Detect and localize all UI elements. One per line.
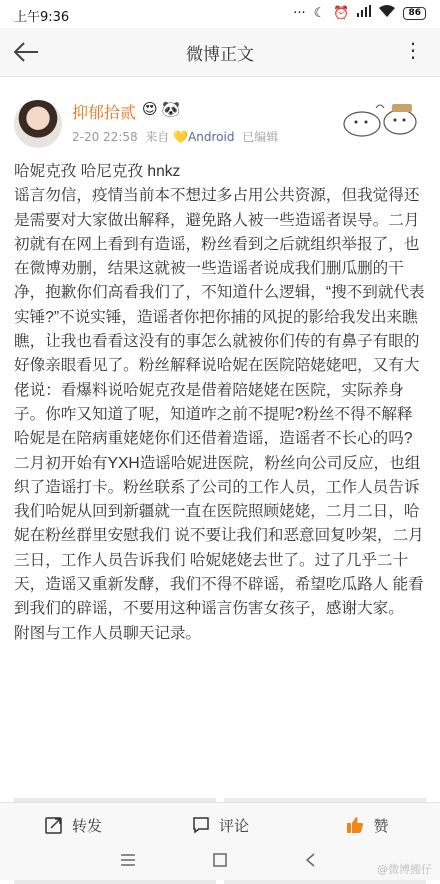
back-icon[interactable] xyxy=(303,852,319,868)
panda-badge-icon: 🐼 xyxy=(161,100,181,118)
edited-label[interactable]: 已编辑 xyxy=(242,130,279,144)
post-tags: 哈妮克孜 哈尼克孜 hnkz xyxy=(14,163,181,180)
status-icons xyxy=(293,5,426,21)
post-paragraph: 附图与工作人员聊天记录。 xyxy=(14,624,202,642)
cartoon-sticker xyxy=(332,96,428,140)
more-options-icon[interactable]: ⋮ xyxy=(403,38,424,62)
alarm-icon: ⏰ xyxy=(333,5,350,21)
post-content xyxy=(14,160,426,646)
like-label: 赞 xyxy=(373,816,389,835)
comment-button[interactable] xyxy=(147,803,293,847)
comment-icon xyxy=(191,815,211,835)
like-button[interactable] xyxy=(294,803,440,847)
page-title: 微博正文 xyxy=(186,45,254,65)
status-bar xyxy=(0,0,440,28)
heart-icon: 💛 xyxy=(173,130,189,144)
post-date: 2-20 22:58 xyxy=(72,130,138,144)
battery-icon: 86 xyxy=(403,7,426,20)
repost-label: 转发 xyxy=(71,816,102,835)
nav-bar xyxy=(0,28,440,77)
system-nav-bar xyxy=(0,846,440,880)
moon-icon: ☾ xyxy=(313,5,326,21)
vip-badge-icon: 😍 xyxy=(142,100,158,118)
menu-icon[interactable] xyxy=(120,852,136,868)
repost-button[interactable] xyxy=(0,803,146,847)
post-source[interactable]: Android xyxy=(188,130,235,144)
avatar[interactable] xyxy=(14,100,62,148)
comment-label: 评论 xyxy=(218,816,249,835)
repost-icon xyxy=(44,815,64,835)
signal-icon xyxy=(357,5,371,21)
username[interactable]: 抑郁拾贰 xyxy=(72,105,137,122)
home-icon[interactable] xyxy=(212,852,228,868)
wifi-icon xyxy=(379,5,395,21)
thumbs-up-icon xyxy=(345,815,365,835)
post-paragraph: 谣言勿信，疫情当前本不想过多占用公共资源，但我觉得还是需要对大家做出解释，避免路人被一些造谣者误导。二月初就有在网上看到有造谣，粉丝看到之后就组织举报了，也在微博劝删，结果这就被一些造谣者说成我们删瓜删的干净，抱歉你们高看我们了，不知道什么逻辑，“搜不到就代表实锤?”不说实锤，造谣者你把你捕的风捉的影给我发出来瞧瞧，让我也看看这没有的事怎么就被你们传的有鼻子有眼的好像亲眼看见了。粉丝解释说哈妮在医院陪姥姥吧，又有大佬说：看爆料说哈妮克孜是借着陪姥姥在医院，实际养身子。你咋又知道了呢，知道咋之前不提呢?粉丝不得不解释哈妮是在陪病重姥姥你们还借着造谣，造谣者不长心的吗? xyxy=(14,187,425,448)
more-dots-icon: ··· xyxy=(293,5,306,21)
source-prefix: 来自 xyxy=(145,130,170,144)
action-bar xyxy=(0,802,440,847)
post-paragraph: 二月初开始有YXH造谣哈妮进医院，粉丝向公司反应，也组织了造谣打卡。粉丝联系了公司的工作人员，工作人员告诉我们哈妮从回到新疆就一直在医院照顾姥姥，二月二日，哈妮在粉丝群里安慰我们 说不要让我们和恶意回复吵架，二月三日，工作人员告诉我们 哈妮姥姥去世了。过了几乎二十天，造谣又重新发酵，我们不得不辟谣，希望吃瓜路人 能看到我们的辟谣，不要用这种谣言伤害女孩子，感谢大家。 xyxy=(14,454,424,618)
status-time: 上午9:36 xyxy=(14,10,70,25)
watermark: @微博搬仔 xyxy=(377,863,432,876)
user-badges xyxy=(142,100,180,118)
post-meta xyxy=(72,128,278,145)
